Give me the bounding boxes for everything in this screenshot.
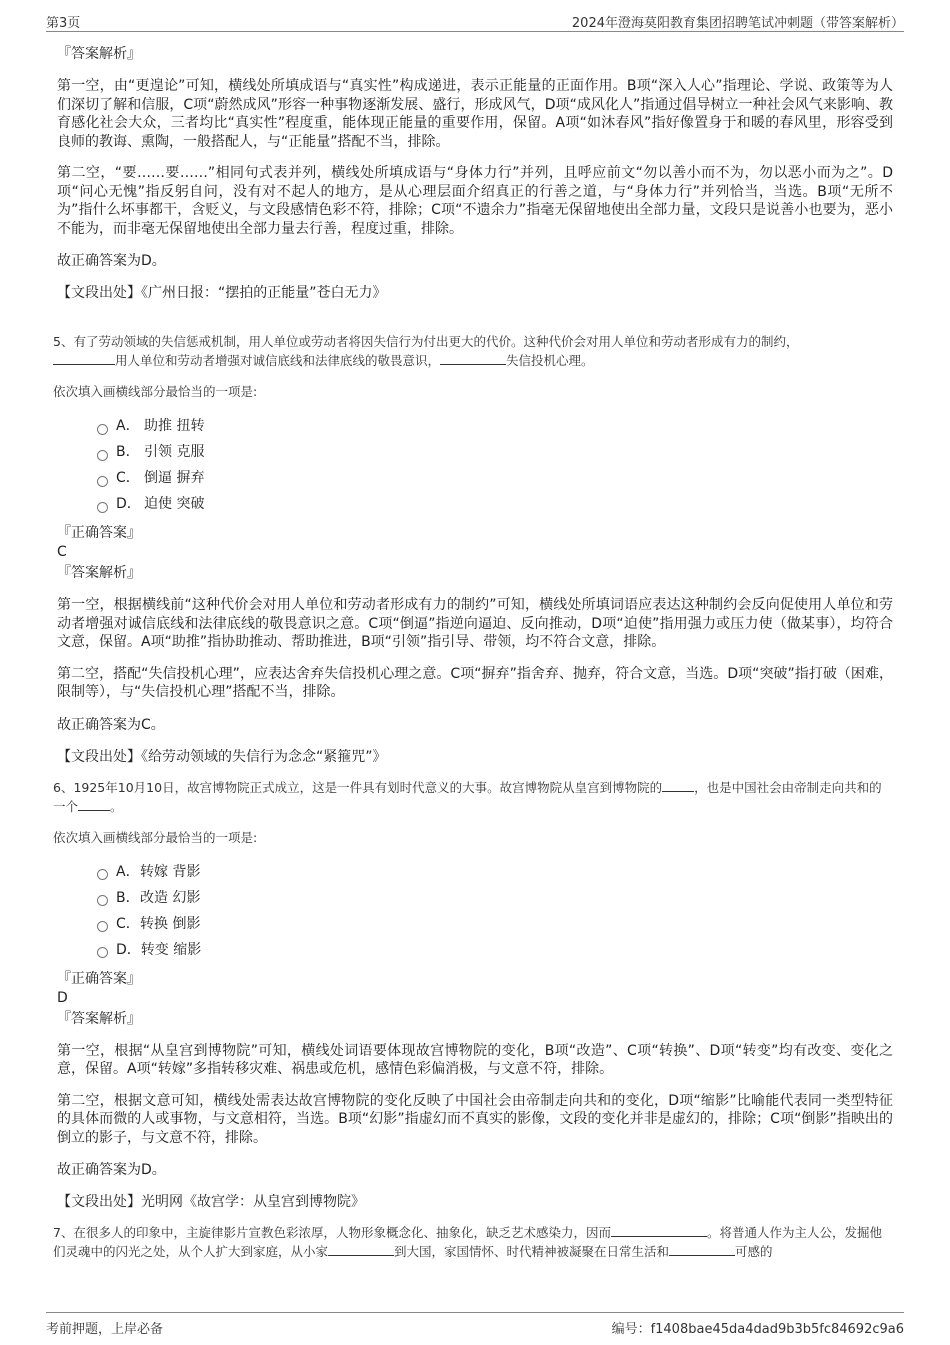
q6-correct-tag: 『正确答案』: [57, 970, 141, 987]
q6-options: [57, 859, 893, 963]
q6-stem: [53, 778, 893, 816]
q5-options: [57, 413, 893, 517]
page-footer: [46, 1312, 904, 1337]
q5-analysis-tag: 『答案解析』: [57, 565, 141, 581]
q6-analysis-para1: 第一空，根据“从皇宫到博物院”可知，横线处词语要体现故宫博物院的变化，B项“改造”、C项“转换”、D项“转变”均有改变、变化之意，保留。A项“转嫁”多指转移灾难、祸患或危机，感情色彩偏消极，与文意不符，排除。: [57, 1042, 893, 1077]
q5-option-b[interactable]: B． 引领 克服: [97, 439, 893, 465]
q5-conclusion: 故正确答案为C。: [57, 716, 165, 733]
q5-option-a[interactable]: A． 助推 扭转: [97, 413, 893, 439]
radio-icon[interactable]: [97, 947, 108, 958]
q5-blank-2: [440, 351, 506, 365]
q5-correct-tag: 『正确答案』: [57, 525, 141, 541]
radio-icon[interactable]: [97, 895, 108, 906]
q7-blank-3: [669, 1242, 735, 1256]
q6-blank-1: [662, 778, 694, 792]
q6-analysis-para2: 第二空，根据文意可知，横线处需表达故宫博物院的变化反映了中国社会由帝制走向共和的变化，D项“缩影”比喻能代表同一类型特征的具体而微的人或事物，与文意相符，当选。B项“幻影”指虚幻而不真实的影像，文段的变化并非是虚幻的，排除；C项“倒影”指映出的倒立的影子，与文意不符，排除。: [57, 1092, 893, 1146]
radio-icon[interactable]: [97, 502, 108, 513]
q5-stem-part3: 失信投机心理。: [506, 353, 594, 368]
q6-answer: D: [57, 989, 68, 1006]
q5-stem-part1: 5、有了劳动领域的失信惩戒机制，用人单位或劳动者将因失信行为付出更大的代价。这种代价会对用人单位和劳动者形成有力的制约，: [53, 334, 799, 349]
radio-icon[interactable]: [97, 424, 108, 435]
q7-stem-part3: 到大国，家国情怀、时代精神被凝聚在日常生活和: [394, 1244, 670, 1259]
q6-source: 【文段出处】光明网《故宫学：从皇宫到博物院》: [57, 1194, 365, 1210]
q6-stem-part1: 6、1925年10月10日，故宫博物院正式成立，这是一件具有划时代意义的大事。故宫博物院从皇宫到博物院的: [53, 779, 663, 795]
q6-prompt: 依次填入画横线部分最恰当的一项是:: [53, 829, 258, 845]
q6-option-b[interactable]: B． 改造 幻影: [97, 885, 893, 911]
q5-stem: [53, 332, 893, 370]
document-title: 2024年澄海莫阳教育集团招聘笔试冲刺题（带答案解析）: [571, 16, 904, 31]
q7-blank-1: [611, 1223, 707, 1237]
q4-analysis-tag: 『答案解析』: [57, 46, 141, 62]
radio-icon[interactable]: [97, 476, 108, 487]
q5-stem-part2: 用人单位和劳动者增强对诚信底线和法律底线的敬畏意识，: [115, 353, 441, 368]
q5-prompt: 依次填入画横线部分最恰当的一项是:: [53, 384, 258, 399]
q5-analysis-para1: 第一空，根据横线前“这种代价会对用人单位和劳动者形成有力的制约”可知，横线处所填词语应表达这种制约会反向促使用人单位和劳动者增强对诚信底线和法律底线的敬畏意识之意。C项“倒逼”指逆向逼迫、反向推动，D项“迫使”指用强力或压力使（做某事），均符合文意，保留。A项“助推”指协助推动、帮助推进，B项“引领”指引导、带领，均不符合文意，排除。: [57, 597, 893, 650]
q5-answer: C: [57, 544, 67, 560]
radio-icon[interactable]: [97, 921, 108, 932]
q4-analysis-para2: 第二空，“要……要……”相同句式表并列，横线处所填成语与“身体力行”并列，且呼应前文“勿以善小而不为，勿以恶小而为之”。D项“问心无愧”指反躬自问，没有对不起人的地方，是从心理层面介绍真正的行善之道，与“身体力行”并列恰当，当选。B项“无所不为”指什么坏事都干，含贬义，与文段感情色彩不符，排除；C项“不遗余力”指毫无保留地使出全部力量，文段只是说善小也要为，恶小不能为，而非毫无保留地使出全部力量去行善，程度过重，排除。: [57, 165, 893, 237]
footer-slogan: 考前押题，上岸必备: [46, 1322, 164, 1337]
q5-analysis-para2: 第二空，搭配“失信投机心理”，应表达舍弃失信投机心理之意。C项“摒弃”指舍弃、抛弃，符合文意，当选。D项“突破”指打破（困难，限制等），与“失信投机心理”搭配不当，排除。: [57, 665, 893, 700]
q4-analysis-para1: 第一空，由“更遑论”可知，横线处所填成语与“真实性”构成递进，表示正能量的正面作用。B项“深入人心”指理论、学说、政策等为人们深切了解和信服，C项“蔚然成风”形容一种事物逐渐发展、盛行，形成风气，D项“成风化人”指通过倡导树立一种社会风气来影响、教育感化社会大众，三者均比“真实性”程度重，能体现正能量的重要作用，保留。A项“如沐春风”指好像置身于和暖的春风里，形容受到良师的教诲、熏陶，一般搭配人，与“正能量”搭配不当，排除。: [57, 78, 893, 150]
q7-stem-part4: 可感的: [735, 1244, 773, 1259]
q7-stem: [53, 1223, 893, 1261]
q4-conclusion: 故正确答案为D。: [57, 253, 166, 269]
q7-stem-part1: 7、在很多人的印象中，主旋律影片宣教色彩浓厚，人物形象概念化、抽象化，缺乏艺术感染力，因而: [53, 1225, 611, 1240]
q6-stem-part2: ，也是中国社会由帝制走向共和的一个: [53, 779, 882, 814]
q7-blank-2: [328, 1242, 394, 1256]
q6-option-a[interactable]: A． 转嫁 背影: [97, 859, 893, 885]
page-header: [46, 9, 904, 32]
q6-conclusion: 故正确答案为D。: [57, 1162, 166, 1178]
q5-source: 【文段出处】《给劳动领域的失信行为念念“紧箍咒”》: [57, 748, 387, 765]
q6-blank-2: [78, 797, 110, 811]
page-number: 第3页: [46, 16, 81, 31]
q6-stem-part3: 。: [110, 798, 123, 814]
radio-icon[interactable]: [97, 450, 108, 461]
q4-source: 【文段出处】《广州日报：“摆拍的正能量”苍白无力》: [57, 285, 387, 301]
q5-blank-1: [53, 351, 115, 365]
page-content: [53, 44, 893, 1261]
q6-analysis-tag: 『答案解析』: [57, 1010, 141, 1027]
q6-option-d[interactable]: D． 转变 缩影: [97, 937, 893, 963]
q5-option-d[interactable]: D． 迫使 突破: [97, 491, 893, 517]
document-id: 编号：f1408bae45da4dad9b3b5fc84692c9a6: [611, 1322, 904, 1337]
q6-option-c[interactable]: C． 转换 倒影: [97, 911, 893, 937]
q5-option-c[interactable]: C． 倒逼 摒弃: [97, 465, 893, 491]
q7-stem-part2: 。将普通人作为主人公，发掘他们灵魂中的闪光之处，从个人扩大到家庭，从小家: [53, 1225, 882, 1259]
radio-icon[interactable]: [97, 869, 108, 880]
